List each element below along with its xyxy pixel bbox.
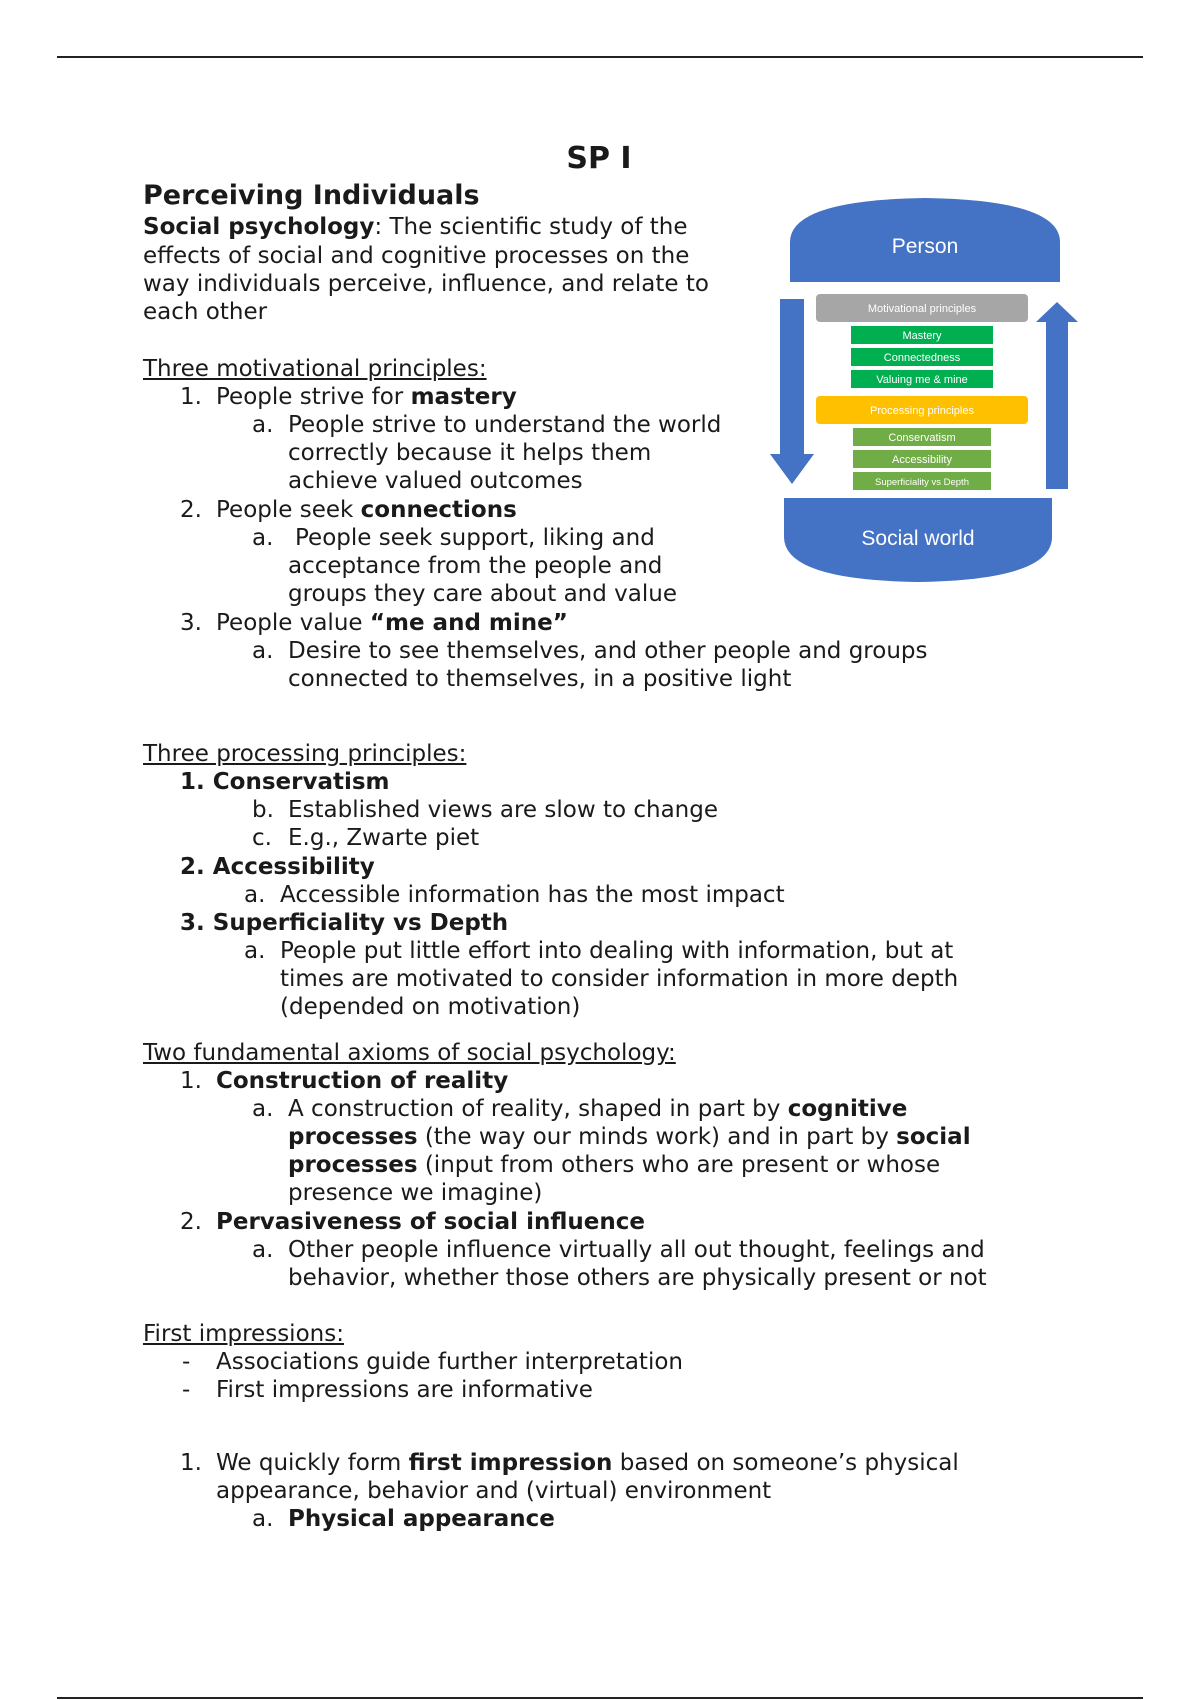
list-item: (depended on motivation) [280,994,581,1020]
list-item: First impressions are informative [216,1377,593,1403]
bottom-rule [57,1697,1143,1699]
definition-line-1: Social psychology: The scientific study of the [143,214,688,240]
motivational-item-3: 3. [180,610,202,636]
definition-line-3: way individuals perceive, influence, and relate to [143,271,709,297]
conservatism-label: Conservatism [888,432,956,444]
mastery-label: Mastery [902,330,942,342]
social-world-label: Social world [861,527,975,550]
processing-item-1: 1. Conservatism [180,769,390,795]
impression-item-1: We quickly form first impression based on someone’s physical [216,1450,959,1476]
list-item: times are motivated to consider information in more depth [280,966,959,992]
axioms-heading: Two fundamental axioms of social psychology: [143,1040,676,1066]
axiom-item-2: Pervasiveness of social influence [216,1209,645,1235]
motivational-sub-marker: a. [252,412,274,438]
superficiality-label: Superficiality vs Depth [875,477,969,488]
list-item: connected to themselves, in a positive light [288,666,792,692]
accessibility-label: Accessibility [892,454,952,466]
list-item: behavior, whether those others are physically present or not [288,1265,987,1291]
list-item: E.g., Zwarte piet [288,825,480,851]
list-item: processes (the way our minds work) and in part by social [288,1124,971,1150]
valuing-label: Valuing me & mine [876,374,968,386]
definition-term: Social psychology [143,214,375,240]
list-item: Established views are slow to change [288,797,719,823]
list-item: presence we imagine) [288,1180,543,1206]
person-label: Person [891,235,959,258]
list-item: Associations guide further interpretation [216,1349,683,1375]
motivational-item-2: 2. [180,497,202,523]
list-item: People put little effort into dealing with information, but at [280,938,954,964]
list-item: Physical appearance [288,1506,555,1532]
list-item: People strive to understand the world [288,412,722,438]
list-item: processes (input from others who are present or whose [288,1152,941,1178]
list-item: Other people influence virtually all out thought, feelings and [288,1237,985,1263]
definition-line-4: each other [143,299,268,325]
motivational-header-label: Motivational principles [867,303,977,315]
motivational-item-1: 1. [180,384,202,410]
connectedness-label: Connectedness [883,352,961,364]
principles-diagram [770,192,1080,584]
section-heading: Perceiving Individuals [143,180,480,211]
list-item: A construction of reality, shaped in part by cognitive [288,1096,908,1122]
processing-item-3: 3. Superficiality vs Depth [180,910,509,936]
up-arrow-icon [1036,302,1078,489]
list-item: People seek support, liking and [295,525,655,551]
definition-line-2: effects of social and cognitive processes on the [143,243,690,269]
down-arrow-icon [770,299,814,484]
list-item: correctly because it helps them [288,440,652,466]
page-title: SP I [566,141,632,176]
impressions-heading: First impressions: [143,1321,344,1347]
motivational-heading: Three motivational principles: [143,356,487,382]
processing-heading: Three processing principles: [143,741,467,767]
list-item: Accessible information has the most impact [280,882,785,908]
list-item: acceptance from the people and [288,553,663,579]
list-item: Desire to see themselves, and other people and groups [288,638,928,664]
processing-header-label: Processing principles [870,405,974,417]
list-item: groups they care about and value [288,581,677,607]
axiom-item-1: Construction of reality [216,1068,509,1094]
list-item: appearance, behavior and (virtual) environment [216,1478,772,1504]
processing-item-2: 2. Accessibility [180,854,375,880]
list-item: achieve valued outcomes [288,468,583,494]
top-rule [57,56,1143,58]
